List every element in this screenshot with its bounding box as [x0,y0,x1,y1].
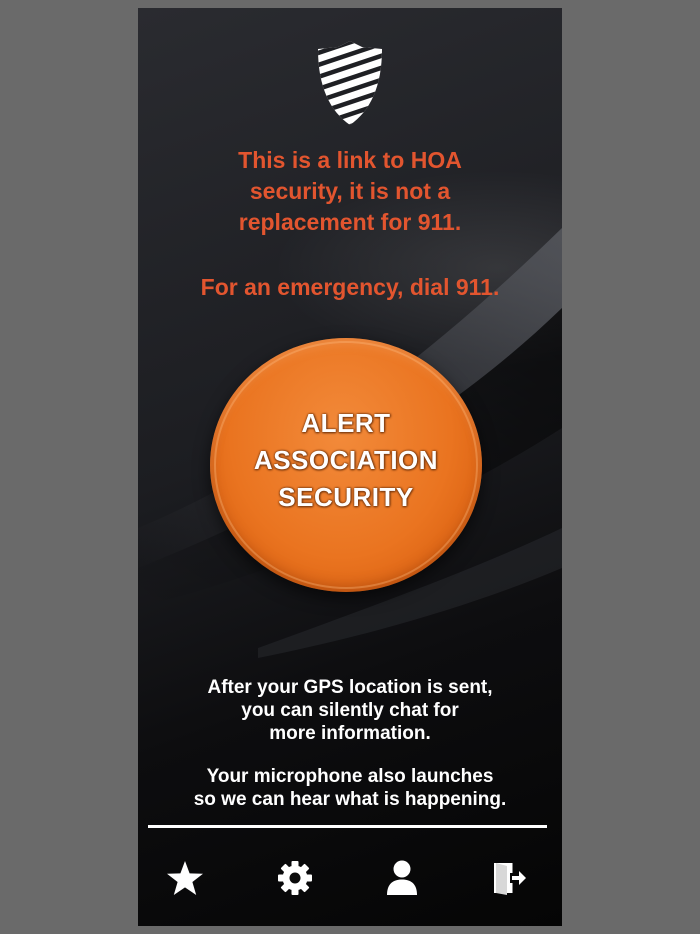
hoa-disclaimer [138,145,562,238]
tab-settings[interactable] [275,858,315,898]
info-line: Your microphone also launches [206,766,494,787]
disclaimer-line: This is a link to HOA [238,147,462,173]
tab-favorites[interactable] [165,858,205,898]
info-line: After your GPS location is sent, [207,677,493,698]
shield-stripes-icon [316,39,384,127]
logout-icon [491,860,527,896]
info-line: more information. [269,723,431,744]
gear-icon [277,860,313,896]
app-screen [138,8,562,926]
disclaimer-line: security, it is not a [249,178,451,204]
tab-bar-divider [148,825,547,828]
gps-chat-info [138,676,562,745]
person-icon [386,860,418,896]
alert-button-label: SECURITY [278,482,414,512]
alert-button-label: ASSOCIATION [253,445,439,475]
emergency-notice: For an emergency, dial 911. [200,274,500,300]
tab-logout[interactable] [489,858,529,898]
microphone-info [138,765,562,811]
info-line: you can silently chat for [241,700,459,721]
alert-button-label: ALERT [301,408,391,438]
info-line: so we can hear what is happening. [193,789,507,810]
alert-association-security-button[interactable] [210,338,482,592]
tab-profile[interactable] [382,858,422,898]
disclaimer-line: replacement for 911. [238,209,462,235]
star-icon [166,860,204,896]
